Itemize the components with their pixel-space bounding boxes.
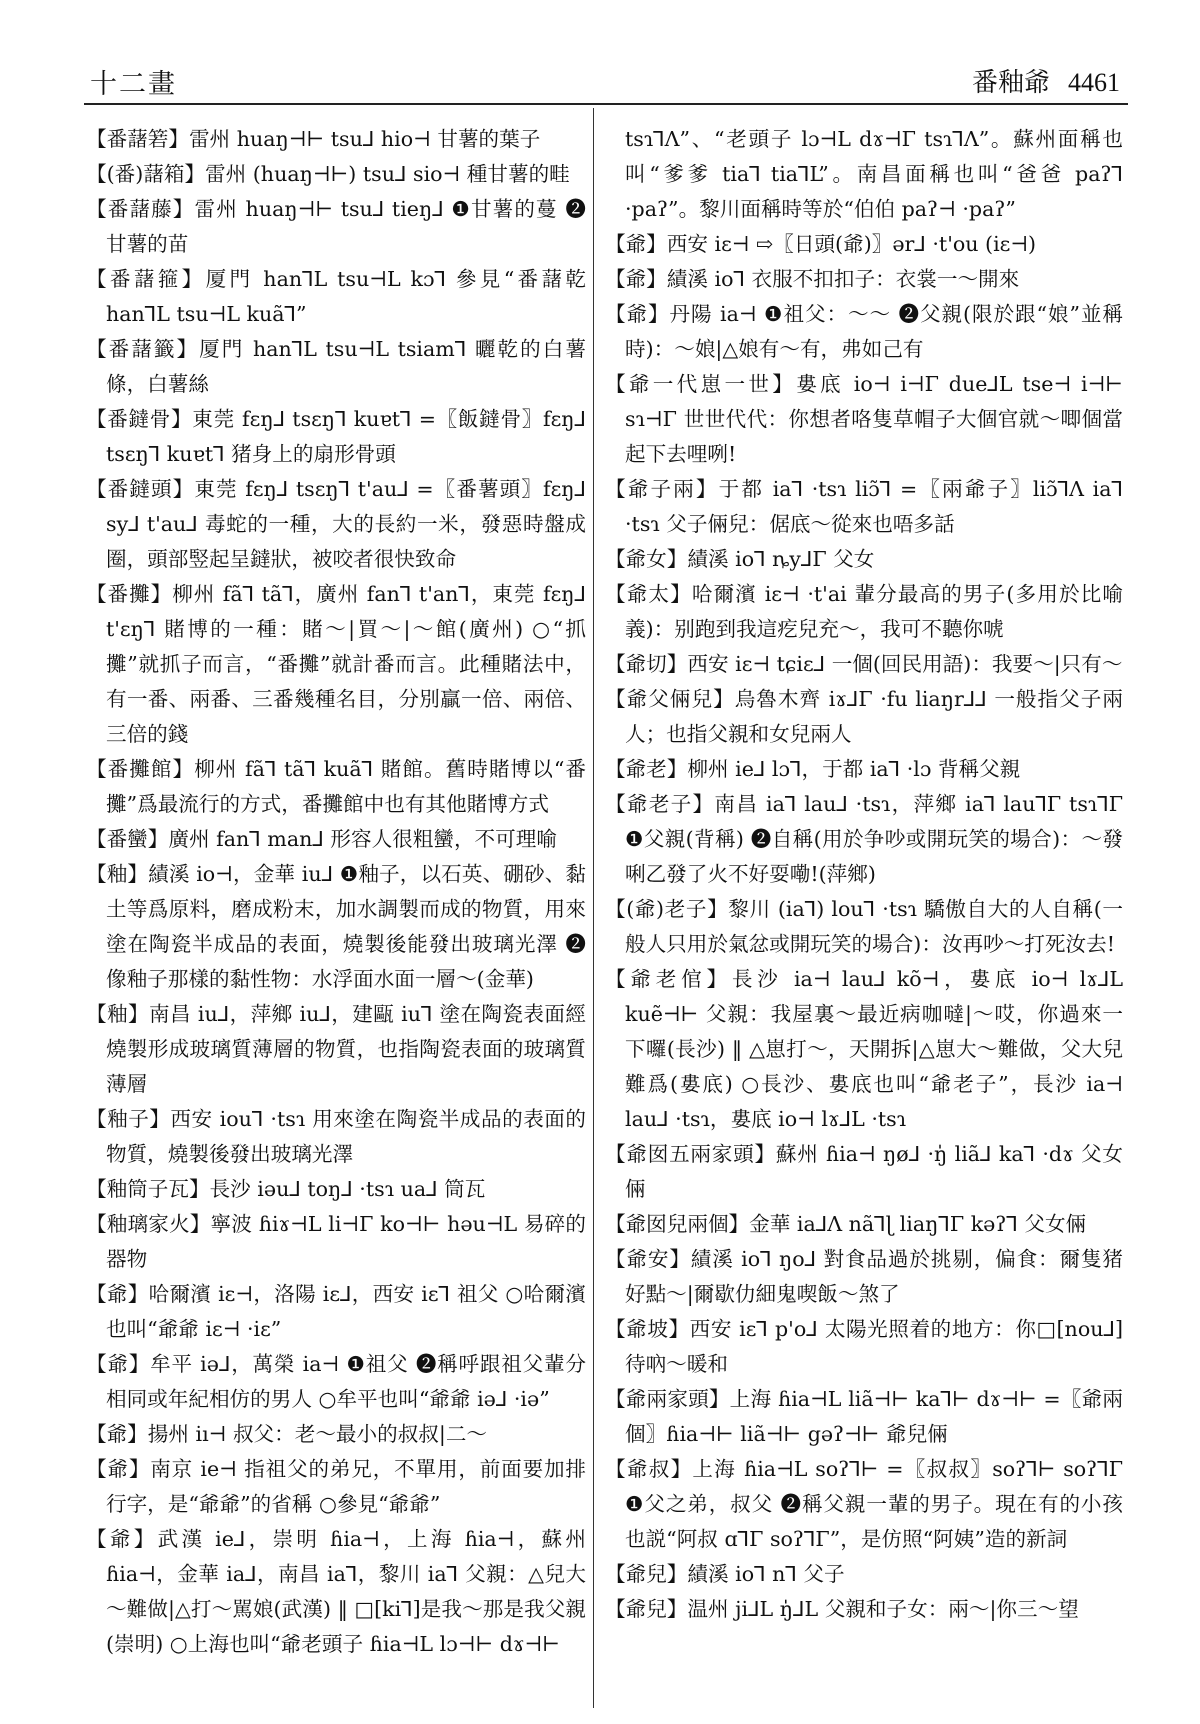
dictionary-entry: 【爺老】柳州 ie⅃ lɔ⅂，于都 ia⅂ ·lɔ 背稱父親 bbox=[605, 757, 1021, 781]
dictionary-entry: 【釉子】西安 iou⅂ ·tsɿ 用來塗在陶瓷半成品的表面的物質，燒製後發出玻璃光澤 bbox=[86, 1107, 586, 1166]
dictionary-entry: 【番藷藤】雷州 huaŋ⊣⊢ tsu⅃ tieŋ⅃ ❶甘薯的蔓 ❷甘薯的苗 bbox=[86, 197, 586, 256]
dictionary-entry: 【番攤】柳州 fã⅂ tã⅂，廣州 fan⅂ t'an⅂，東莞 fɛŋ⅃ t'ɛŋ⅂ 賭博的一種：賭～|買～|～館(廣州) ○“抓攤”就抓子而言，“番攤”就計番而言。此種賭法中，有一番、兩番、三番幾種名目，分別贏一倍、兩倍、三倍的錢 bbox=[86, 582, 586, 746]
dictionary-entry: 【番鐽骨】東莞 fɛŋ⅃ tsɛŋ⅂ kuɐt⅂ =〖飯鐽骨〗fɛŋ⅃ tsɛŋ⅂ kuɐt⅂ 猪身上的扇形骨頭 bbox=[86, 407, 586, 466]
dictionary-entry: 【爺兒】績溪 io⅂ n⅂ 父子 bbox=[605, 1562, 845, 1586]
header-rule bbox=[84, 103, 1128, 105]
dictionary-entry: 【爺父倆兒】烏魯木齊 iɤ⅃Γ ·fu liaŋr⅃⅃ 一般指父子兩人；也指父親和女兒兩人 bbox=[605, 687, 1123, 746]
dictionary-entry: 【(番)藷箱】雷州 (huaŋ⊣⊢) tsu⅃ sio⊣ 種甘薯的畦 bbox=[86, 162, 570, 186]
dictionary-entry: 【番鐽頭】東莞 fɛŋ⅃ tsɛŋ⅂ t'au⅃ =〖番薯頭〗fɛŋ⅃ sy⅃ t'au⅃ 毒蛇的一種，大的長約一米，發惡時盤成圈，頭部竪起呈鐽狀，被咬者很快致命 bbox=[86, 477, 586, 571]
dictionary-entry: 【爺老倌】長沙 ia⊣ lau⅃ kõ⊣，婁底 io⊣ lɤ⅃L kuẽ⊣⊢ 父親：我屋裏～最近病咖噠|～哎，你過來一下囉(長沙) ‖ △崽打～，天開拆|△崽大～難做，父大兒難爲(婁底) ○長沙、婁底也叫“爺老子”，長沙 ia⊣ lau⅃ ·tsɿ，婁底 io⊣ lɤ⅃L ·tsɿ bbox=[605, 967, 1123, 1131]
dictionary-entry: 【爺】丹陽 ia⊣ ❶祖父：～～ ❷父親(限於跟“娘”並稱時)：～娘|△娘有～有，弗如己有 bbox=[605, 302, 1123, 361]
dictionary-entry: 【番藷箬】雷州 huaŋ⊣⊢ tsu⅃ hio⊣ 甘薯的葉子 bbox=[86, 127, 541, 151]
dictionary-entry: 【爺切】西安 iɛ⊣ tɕiɛ⅃ 一個(回民用語)：我要～|只有～ bbox=[605, 652, 1123, 676]
page-title-group bbox=[972, 62, 1120, 99]
dictionary-entry: 【爺囡兒兩個】金華 ia⅃Ʌ nã⅂ɭ liaŋ⅂Γ kəʔ⅂ 父女倆 bbox=[605, 1212, 1087, 1236]
dictionary-entry: 【釉璃家火】寧波 ɦiɤ⊣L li⊣Γ ko⊣⊢ həu⊣L 易碎的器物 bbox=[86, 1212, 586, 1271]
dictionary-entry: 【釉筒子瓦】長沙 iəu⅃ toŋ⅃ ·tsɿ ua⅃ 筒瓦 bbox=[86, 1177, 486, 1201]
page-header bbox=[90, 62, 1120, 102]
dictionary-entry: 【爺兒】温州 ji⅃L ŋ̍⅃L 父親和子女：兩～|你三～望 bbox=[605, 1597, 1079, 1621]
dictionary-entry: 【爺】西安 iɛ⊣ ⇨〖日頭(爺)〗ər⅃ ·t'ou (iɛ⊣) bbox=[605, 232, 1037, 256]
column-divider bbox=[593, 108, 594, 1708]
dictionary-entry: 【爺】武漢 ie⅃，崇明 ɦia⊣，上海 ɦia⊣，蘇州 ɦia⊣，金華 ia⅃，南昌 ia⅂，黎川 ia⅂ 父親：△兒大～難做|△打～駡娘(武漢) ‖ □[ki⅂]是我～那是我父親(崇明) ○上海也叫“爺老頭子 ɦia⊣L lɔ⊣⊢ dɤ⊣⊢ bbox=[86, 1527, 586, 1656]
left-column bbox=[86, 122, 586, 1662]
dictionary-entry: 【爺兩家頭】上海 ɦia⊣L liã⊣⊢ ka⅂⊢ dɤ⊣⊢ =〖爺兩個〗ɦia⊣⊢ liã⊣⊢ gəʔ⊣⊢ 爺兒倆 bbox=[605, 1387, 1123, 1446]
dictionary-entry: 【爺】揚州 iı⊣ 叔父：老～最小的叔叔|二～ bbox=[86, 1422, 488, 1446]
dictionary-entry: 【爺囡五兩家頭】蘇州 ɦia⊣ ŋø⅃ ·ŋ̍ liã⅃ ka⅂ ·dɤ 父女倆 bbox=[605, 1142, 1123, 1201]
dictionary-entry: 【(爺)老子】黎川 (ia⅂) lou⅂ ·tsɿ 驕傲自大的人自稱(一般人只用於氣忿或開玩笑的場合)：汝再吵～打死汝去! bbox=[605, 897, 1123, 956]
right-column bbox=[605, 122, 1123, 1627]
dictionary-entry: 【爺】南京 ie⊣ 指祖父的弟兄，不單用，前面要加排行字，是“爺爺”的省稱 ○參見“爺爺” bbox=[86, 1457, 586, 1516]
page-number: 4461 bbox=[1068, 68, 1120, 97]
dictionary-entry: 【爺】績溪 io⅂ 衣服不扣扣子：衣裳一～開來 bbox=[605, 267, 1020, 291]
dictionary-entry: 【爺子兩】于都 ia⅂ ·tsɿ liɔ̃⅂ =〖兩爺子〗liɔ̃⅂Ʌ ia⅂ ·tsɿ 父子倆兒：倨底～從來也唔多話 bbox=[605, 477, 1123, 536]
dictionary-entry: 【爺】牟平 iə⅃，萬榮 ia⊣ ❶祖父 ❷稱呼跟祖父輩分相同或年紀相仿的男人 ○牟平也叫“爺爺 iə⅃ ·iə” bbox=[86, 1352, 586, 1411]
dictionary-entry: 【番蠻】廣州 fan⅂ man⅃ 形容人很粗蠻，不可理喻 bbox=[86, 827, 557, 851]
dictionary-entry: 【釉】績溪 io⊣，金華 iu⅃ ❶釉子，以石英、硼砂、黏土等爲原料，磨成粉末，加水調製而成的物質，用來塗在陶瓷半成品的表面，燒製後能發出玻璃光澤 ❷像釉子那樣的黏性物：水浮面水面一層～(金華) bbox=[86, 862, 586, 991]
dictionary-entry: 【爺一代崽一世】婁底 io⊣ i⊣Γ due⅃L tse⊣ i⊣⊢ sɿ⊣Γ 世世代代：你想者咯隻草帽子大個官就～唧個當起下去哩咧! bbox=[605, 372, 1123, 466]
dictionary-entry: 【番攤館】柳州 fã⅂ tã⅂ kuã⅂ 賭館。舊時賭博以“番攤”爲最流行的方式，番攤館中也有其他賭博方式 bbox=[86, 757, 586, 816]
dictionary-entry: 【爺】哈爾濱 iɛ⊣，洛陽 iɛ⅃，西安 iɛ⅂ 祖父 ○哈爾濱也叫“爺爺 iɛ⊣ ·iɛ” bbox=[86, 1282, 586, 1341]
dictionary-entry: 【爺坡】西安 iɛ⅂ p'o⅃ 太陽光照着的地方：你□[nou⅃]待吶～暖和 bbox=[605, 1317, 1123, 1376]
dictionary-entry: 【爺太】哈爾濱 iɛ⊣ ·t'ai 輩分最高的男子(多用於比喻義)：别跑到我這疙兒充～，我可不聽你唬 bbox=[605, 582, 1123, 641]
dictionary-entry: 【爺叔】上海 ɦia⊣L soʔ⅂⊢ =〖叔叔〗soʔ⅂⊢ soʔ⅂Γ ❶父之弟，叔父 ❷稱父親一輩的男子。現在有的小孩也説“阿叔 ɑ⅂Γ soʔ⅂Γ”，是仿照“阿姨”造的新詞 bbox=[605, 1457, 1123, 1551]
dictionary-entry: 【爺女】績溪 io⅂ ȵy⅃Γ 父女 bbox=[605, 547, 875, 571]
section-label: 十二畫 bbox=[90, 69, 177, 100]
dictionary-entry: 【爺老子】南昌 ia⅂ lau⅃ ·tsɿ，萍鄉 ia⅂ lau⅂Γ tsɿ⅂Γ ❶父親(背稱) ❷自稱(用於争吵或開玩笑的場合)：～發唎乙發了火不好耍嘞!(萍鄉) bbox=[605, 792, 1123, 886]
page-title: 番釉爺 bbox=[971, 68, 1050, 98]
dictionary-entry: 【釉】南昌 iu⅃，萍鄉 iu⅃，建甌 iu⅂ 塗在陶瓷表面經燒製形成玻璃質薄層的物質，也指陶瓷表面的玻璃質薄層 bbox=[86, 1002, 586, 1096]
dictionary-entry: 【爺安】績溪 io⅂ ŋo⅃ 對食品過於挑剔，偏食：爾隻猪好點～|爾歇仂細鬼喫飯～煞了 bbox=[605, 1247, 1123, 1306]
dictionary-entry: 【番藷箍】厦門 han⅂L tsu⊣L kɔ⅂ 參見“番藷乾 han⅂L tsu⊣L kuã⅂” bbox=[86, 267, 586, 326]
dictionary-entry-continued: tsɿ⅂Ʌ”、“老頭子 lɔ⊣L dɤ⊣Γ tsɿ⅂Ʌ”。蘇州面稱也叫“爹爹 tia⅂ tia⅂L”。南昌面稱也叫“爸爸 paʔ⅂ ·paʔ”。黎川面稱時等於“伯伯 paʔ⊣ ·paʔ” bbox=[625, 127, 1123, 221]
dictionary-entry: 【番藷籤】厦門 han⅂L tsu⊣L tsiam⅂ 曬乾的白薯條，白薯絲 bbox=[86, 337, 586, 396]
